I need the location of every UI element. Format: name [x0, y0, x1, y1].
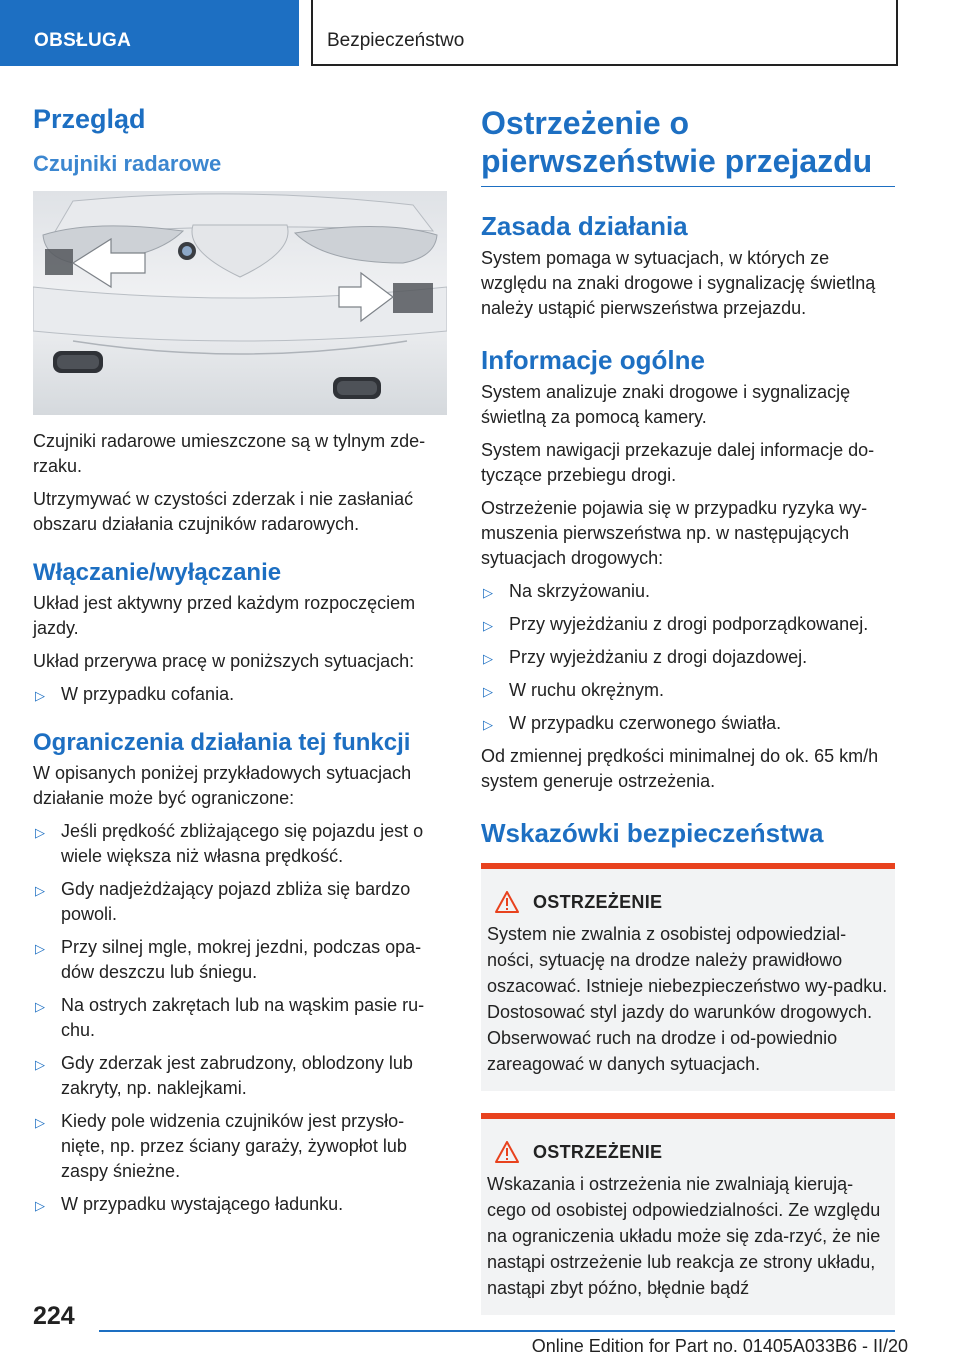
list-item: [481, 612, 895, 637]
radar-sensors-subheading: Czujniki radarowe: [33, 151, 222, 176]
warning-title-row: [495, 891, 889, 913]
list-item-text: W przypadku czerwonego światła.: [509, 713, 782, 733]
rear-bumper-figure: [33, 191, 447, 415]
list-item-text: Przy silnej mgle, mokrej jezdni, podczas opa-dów deszczu lub śniegu.: [61, 937, 422, 982]
figure-caption-1: Czujniki radarowe umieszczone są w tylnym zde-rzaku.: [33, 431, 426, 476]
list-item: [33, 877, 447, 927]
bullet-triangle-icon: ▷: [35, 1057, 45, 1072]
warning-triangle-icon: [495, 891, 519, 913]
header-chapter-label: Bezpieczeństwo: [327, 30, 465, 51]
list-item: [33, 682, 447, 707]
overview-heading: Przegląd: [33, 104, 146, 134]
list-item: [33, 935, 447, 985]
list-item: [33, 1051, 447, 1101]
list-item-text: Kiedy pole widzenia czujników jest przysło-nięte, np. przez ściany garaży, żywopłot lub zaspy śnieżne.: [61, 1111, 407, 1181]
warning-title: OSTRZEŻENIE: [533, 891, 663, 912]
general-list: [481, 579, 895, 736]
priority-warning-heading: Ostrzeżenie o pierwszeństwie przejazdu: [481, 104, 895, 187]
onoff-heading: Włączanie/wyłączanie: [33, 559, 282, 586]
bullet-triangle-icon: ▷: [483, 684, 493, 699]
footer-edition: Online Edition for Part no. 01405A033B6 - II/20: [531, 1336, 908, 1356]
list-item: [33, 1192, 447, 1217]
warning-title-row: [495, 1141, 889, 1163]
list-item-text: W przypadku cofania.: [61, 684, 235, 704]
onoff-list: [33, 682, 447, 707]
principle-heading: Zasada działania: [481, 211, 688, 241]
list-item-text: Na ostrych zakrętach lub na wąskim pasie ru-chu.: [61, 995, 425, 1040]
bullet-triangle-icon: ▷: [35, 825, 45, 840]
general-paragraph-1: System analizuje znaki drogowe i sygnalizację świetlną za pomocą kamery.: [481, 382, 851, 427]
limits-list: [33, 819, 447, 1217]
bullet-triangle-icon: ▷: [483, 585, 493, 600]
figure-caption-2: Utrzymywać w czystości zderzak i nie zasłaniać obszaru działania czujników radarowych.: [33, 489, 414, 534]
list-item-text: Gdy zderzak jest zabrudzony, oblodzony lub zakryty, np. naklejkami.: [61, 1053, 413, 1098]
list-item: [33, 819, 447, 869]
list-item-text: Przy wyjeżdżaniu z drogi podporządkowanej.: [509, 614, 869, 634]
warning-text: System nie zwalnia z osobistej odpowiedzial-ności, sytuację na drodze należy prawidłowo oszacować. Istnieje niebezpieczeństwo wy-padku. Dostosować styl jazdy do warunków drogowych. Obserwować ruch na drodze i od-powiednio zareagować w danych sytuacjach.: [487, 924, 888, 1074]
general-heading: Informacje ogólne: [481, 345, 705, 375]
list-item: [481, 645, 895, 670]
left-column: [33, 96, 447, 1225]
bullet-triangle-icon: ▷: [483, 651, 493, 666]
onoff-paragraph-1: Układ jest aktywny przed każdym rozpoczęciem jazdy.: [33, 593, 416, 638]
list-item-text: Na skrzyżowaniu.: [509, 581, 651, 601]
page-number: 224: [33, 1302, 75, 1330]
list-item-text: Przy wyjeżdżaniu z drogi dojazdowej.: [509, 647, 808, 667]
warning-box-1: [481, 863, 895, 1091]
footer-divider: [99, 1330, 895, 1332]
warning-title: OSTRZEŻENIE: [533, 1141, 663, 1162]
list-item-text: W przypadku wystającego ładunku.: [61, 1194, 344, 1214]
list-item-text: Jeśli prędkość zbliżającego się pojazdu jest o wiele większa niż własna prędkość.: [61, 821, 424, 866]
principle-text: System pomaga w sytuacjach, w których ze względu na znaki drogowe i sygnalizację świetlną należy ustąpić pierwszeństwa przejazdu.: [481, 248, 876, 318]
rear-bumper-illustration: [33, 191, 447, 415]
list-item: [481, 678, 895, 703]
safety-heading: Wskazówki bezpieczeństwa: [481, 818, 824, 848]
header-section-label: OBSŁUGA: [34, 30, 132, 51]
bullet-triangle-icon: ▷: [483, 717, 493, 732]
list-item: [33, 1109, 447, 1184]
list-item: [481, 711, 895, 736]
bullet-triangle-icon: ▷: [35, 1198, 45, 1213]
general-paragraph-2: System nawigacji przekazuje dalej informacje do-tyczące przebiegu drogi.: [481, 440, 875, 485]
warning-box-2: [481, 1113, 895, 1315]
header-section-tab: [0, 0, 299, 66]
bullet-triangle-icon: ▷: [35, 941, 45, 956]
list-item-text: W ruchu okrężnym.: [509, 680, 665, 700]
bullet-triangle-icon: ▷: [35, 883, 45, 898]
general-paragraph-3: Ostrzeżenie pojawia się w przypadku ryzyka wy-muszenia pierwszeństwa np. w następujących sytuacjach drogowych:: [481, 498, 868, 568]
warning-triangle-icon: [495, 1141, 519, 1163]
limits-intro: W opisanych poniżej przykładowych sytuacjach działanie może być ograniczone:: [33, 763, 412, 808]
header-chapter-box: [311, 0, 898, 66]
list-item-text: Gdy nadjeżdżający pojazd zbliża się bardzo powoli.: [61, 879, 411, 924]
list-item: [481, 579, 895, 604]
limits-heading: Ograniczenia działania tej funkcji: [33, 729, 411, 756]
onoff-paragraph-2: Układ przerywa pracę w poniższych sytuacjach:: [33, 651, 415, 671]
list-item: [33, 993, 447, 1043]
bullet-triangle-icon: ▷: [35, 999, 45, 1014]
bullet-triangle-icon: ▷: [35, 688, 45, 703]
right-column: [481, 96, 895, 1315]
bullet-triangle-icon: ▷: [483, 618, 493, 633]
general-paragraph-4: Od zmiennej prędkości minimalnej do ok. 65 km/h system generuje ostrzeżenia.: [481, 746, 879, 791]
bullet-triangle-icon: ▷: [35, 1115, 45, 1130]
warning-text: Wskazania i ostrzeżenia nie zwalniają kierują-cego od osobistej odpowiedzialności. Ze względu na ograniczenia układu może się zda-rzyć, że nie nastąpi ostrzeżenie lub reakcja ze strony układu, nastąpi zbyt późno, błędnie bądź: [487, 1174, 881, 1298]
